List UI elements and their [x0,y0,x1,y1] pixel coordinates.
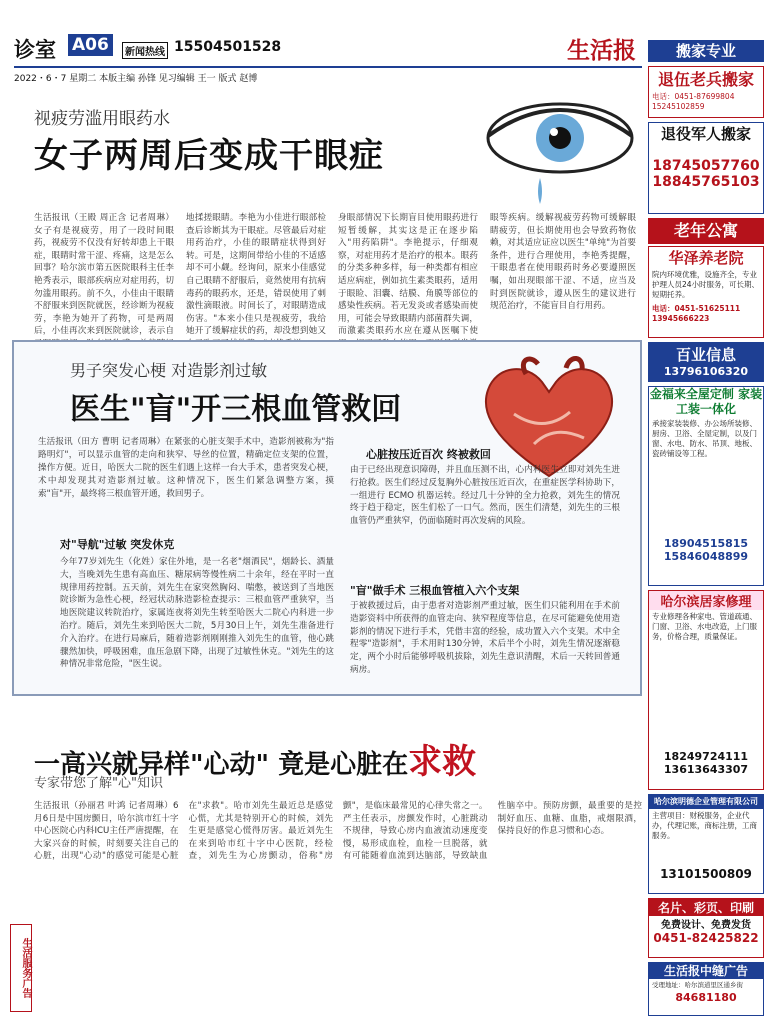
left-ad-label: 生活服务广告 [10,924,32,1012]
hotline-number: 15504501528 [174,39,282,55]
section-name: 诊室 [14,37,56,62]
ad-nursing-text: 院内环境优雅，设施齐全，专业护理人员24小时服务，可长期、短期托养。 [652,270,760,299]
ad-nursing-home [648,246,764,338]
hotline-label: 新闻热线 [122,42,168,59]
story3-title-red: 求救 [408,742,477,782]
newspaper-brand: 生活报 [567,37,636,64]
ad-company-phone: 13101500809 [660,867,752,881]
ad-veteran-moving-title: 退伍老兵搬家 [657,70,754,89]
eye-illustration [480,92,640,210]
ad-retired-phone-1: 18745057760 [652,158,760,174]
ad-newspaper-phone-1: 84681180 [675,991,737,1004]
ad-newspaper-title: 生活报中缝广告 [649,963,763,979]
ad-renovation-phone-2: 15846048899 [663,550,749,563]
story2-box [12,340,642,696]
ad-renovation-text: 承接家装装修、办公场所装修、厨房、卫浴、全屋定制，以及门窗、水电、防水、吊顶、地板、瓷砖铺设等工程。 [652,419,757,458]
ad-classifieds-phone: 13796106320 [663,365,749,378]
ad-repair-phone-2: 13613643307 [663,763,749,776]
ad-strip [648,40,764,1016]
ad-printing-sub: 免费设计、免费发货 [661,920,751,931]
ad-retired-moving [648,122,764,214]
ad-classifieds [648,342,764,382]
ad-newspaper [648,962,764,1016]
ad-newspaper-text: 受理地址：哈尔滨道里区通乡街 [652,981,743,989]
ad-repair-title: 哈尔滨居家修理 [649,591,763,610]
ad-printing-phone: 0451-82425822 [653,931,759,945]
story2-body-2: 由于已经出现意识障碍，并且血压测不出，心内科医生立即对刘先生进行抢救。医生们经过反复胸外心脏按压近百次，在重症医学科协助下，一组进行 ECMO 机器运转。经过几十分钟的全力抢救，刘先生的情况终于趋于稳定，医生们松了一口气。然而，医生们清楚，刘先生的三根血管仍严重狭窄，仍面临随时再次发病的风险。 [350,465,620,527]
ad-veteran-moving-phone: 电话：0451-87699804 15245102859 [652,92,735,111]
ad-nursing-phone: 电话：0451-51625111 13945666223 [652,304,741,323]
ad-company-title: 哈尔滨明德企业管理有限公司 [649,795,763,809]
ad-company-service [648,794,764,894]
page-header [14,34,642,66]
story1-col-3: 身眼部情况下长期盲目使用眼药进行短暂缓解，其实这是正在逐步陷入"用药陷阱"。李艳提示，仔细观察，对症用药才是治疗的根本。眼药的分类多种多样，每一种类都有相应适应病症，例如抗生素类眼药，适用于眼睑、泪囊、结膜、角膜等部位的感染性疾病。若无发炎或者感染而使用，可能会导致眼睛内部菌群失调，而激素类眼药水应在遵从医嘱下使 [338,213,478,337]
ad-retired-phone-2: 18845765103 [652,174,760,190]
ad-renovation-phone-1: 18904515815 [663,537,749,550]
story2-kicker: 男子突发心梗 对造影剂过敏 [70,361,268,380]
dateline: 2022・6・7 星期二 本版主编 孙锋 见习编辑 王一 版式 赵博 [14,66,642,84]
ad-repair-text: 专业修理各种家电、管道疏通、门窗、卫浴、水电改造，上门服务，价格合理，质量保证。 [652,612,757,641]
story1-kicker: 视疲劳滥用眼药水 [34,109,170,129]
story1-col-1: 生活报讯（王殿 周正含 记者周琳）女子有是视疲劳，用了一段时间眼药，视疲劳不仅没有好转却患上干眼症，眼睛时常干涩、疼痛，这是怎么回事？哈尔滨市第五医院眼科主任李艳秀表示，眼部疾病应对症用药，切勿滥用眼药。前不久，小佳由干眼睛不舒服来到医院就医，经诊断为视疲劳，李艳为她开了药物，可是两周后，小佳再次来到医院就诊，表示自 [34,213,174,337]
story1-body [34,212,636,337]
story2-subhead-3: "盲"做手术 三根血管植入六个支架 [350,584,520,597]
story3-title-main: 一高兴就异样"心动" 竟是心脏在 [34,750,409,780]
story2-subhead-1: 对"导航"过敏 突发休克 [60,538,175,551]
page-number: A06 [68,34,113,56]
story2-lead: 生活报讯（田方 曹明 记者周琳）在紧张的心脏支架手术中，造影剂被称为"指路明灯"，可以显示血管的走向和狭窄、导丝的位置，精确定位支架的位置，操作方便。近日，哈医大二院的医生们遇上这样一台大手术，患者突发心梗，术中却发现其对造影剂过敏。这种情况下，医生们紧急调整方案，摸索"盲"开，最终将三根血管开通，救回男子。 [38,437,334,499]
story2-subhead-2: 心脏按压近百次 终被救回 [366,448,491,461]
ad-classifieds-title: 百业信息 [675,346,736,364]
story1-title: 女子两周后变成干眼症 [34,136,384,176]
ad-renovation-title: 金福来全屋定制 家装工装一体化 [649,387,763,416]
story2-body-3: 于被救援过后，由于患者对造影剂严重过敏，医生们只能利用在手术前造影资料中所获得的血管走向、狭窄程度等信息，在尽可能避免使用造影剂的情况下进行手术，凭借丰富的经验，成功置入六个支架。术中全程零"造影剂"，手术用时130分钟，术后半个小时，刘先生情况逐渐稳定，两个小时后能够呼吸机拔除，刘先生意识清醒，术后一天转回普通病房。 [350,601,620,675]
story1-col-4: 眼等疾病。缓解视疲劳药物可缓解眼睛疲劳，但长期使用也会导致药物依赖，对其适应证应以医生"单纯"为首要条件，进行合理使用，李艳秀提醒，干眼患者在使用眼药时务必要遵照医嘱，如出现眼部干涩、不适，应当及时到医院就诊，遵从医生的建议进行规范治疗，不能盲目自行用药。 [490,213,636,312]
ad-nursing-title: 华泽养老院 [668,249,744,267]
story1-col-2: 地揉搓眼睛。李艳为小佳进行眼部检查后诊断其为干眼症。尽管最后对症用药治疗，小佳的眼睛症状得到好转。可是，这期间带给小佳的不适感却不可小觑。经询问，原来小佳感觉自己眼睛不舒服后，竟然使用有抗病毒药的眼药水，还是，错误使用了刺激性滴眼液。时间长了，对眼睛造成伤害。"本来小佳只是视疲劳，我给她开了缓解症状的药，却没想到她又 [186,213,326,337]
ad-elderly-header: 老年公寓 [648,218,764,244]
ad-retired-moving-title: 退役军人搬家 [660,125,751,143]
story2-body-1: 今年77岁刘先生（化姓）家住外地，是一名老"烟酒民"，烟龄长、酒量大，当晚刘先生患有高血压、糖尿病等慢性病二十余年，经在平时一直规律用药控制。五天前，刘先生在家突然胸闷、喘憋，被送到了当地医院诊断为急性心梗，经冠状动脉造影检查提示：三根血管严重狭窄，当地医院建议转院治疗，家属连夜将刘先生转至哈医大二院心内科进一步治疗。随后，刘先生来到哈医大二院，5月30日上午，刘先生准备进行介入治疗。在进行局麻后，随着造影剂刚刚推入刘先生的血管，他心跳骤然加快，呼吸困难，血压急剧下降，出现了过敏性休克。"刘先生的这种情况非常危险，"医生说。 [60,557,334,670]
ad-home-repair [648,590,764,790]
story3-kicker: 专家带您了解"心"知识 [34,776,163,791]
ad-moving-header: 搬家专业 [648,40,764,62]
ad-company-text: 主营项目：财税服务，企业代办，代理记账，商标注册，工商服务。 [652,811,757,840]
ad-repair-phone-1: 18249724111 [663,750,749,763]
story2-title: 医生"盲"开三根血管救回 [70,392,402,427]
ad-printing-title: 名片、彩页、印刷 [649,899,763,916]
ad-renovation [648,386,764,586]
ad-veteran-moving [648,66,764,118]
ad-printing [648,898,764,958]
story3-body: 生活报讯（孙丽君 叶鸿 记者周琳）6月6日是中国房颤日，哈尔滨市红十字中心医院心内科ICU主任严唐提醒，在大家兴奋的时候，时刻要关注自己的心脏，出现"心动"的感觉可能是心脏在"求救"。哈市刘先生最近总是感觉心慌，尤其是特别开心的时候，刘先生更是感觉心慌得厉害。最近刘先生在来到哈市红十字中心医院，经检查，刘先生为心房颤动，俗称"房颤"，是临床最常见的心律失常之一。严主任表示，房颤发作时，心脏跳动不规律，导致心房内血液流动速度变慢，易形成血栓，血栓一旦脱落，就有可能随着血流到达脑部，导致缺血性脑卒中。预防房颤，最重要的是控制好血压、血糖、血脂，戒烟限酒，保持良好的作息习惯和心态。 [34,801,642,862]
